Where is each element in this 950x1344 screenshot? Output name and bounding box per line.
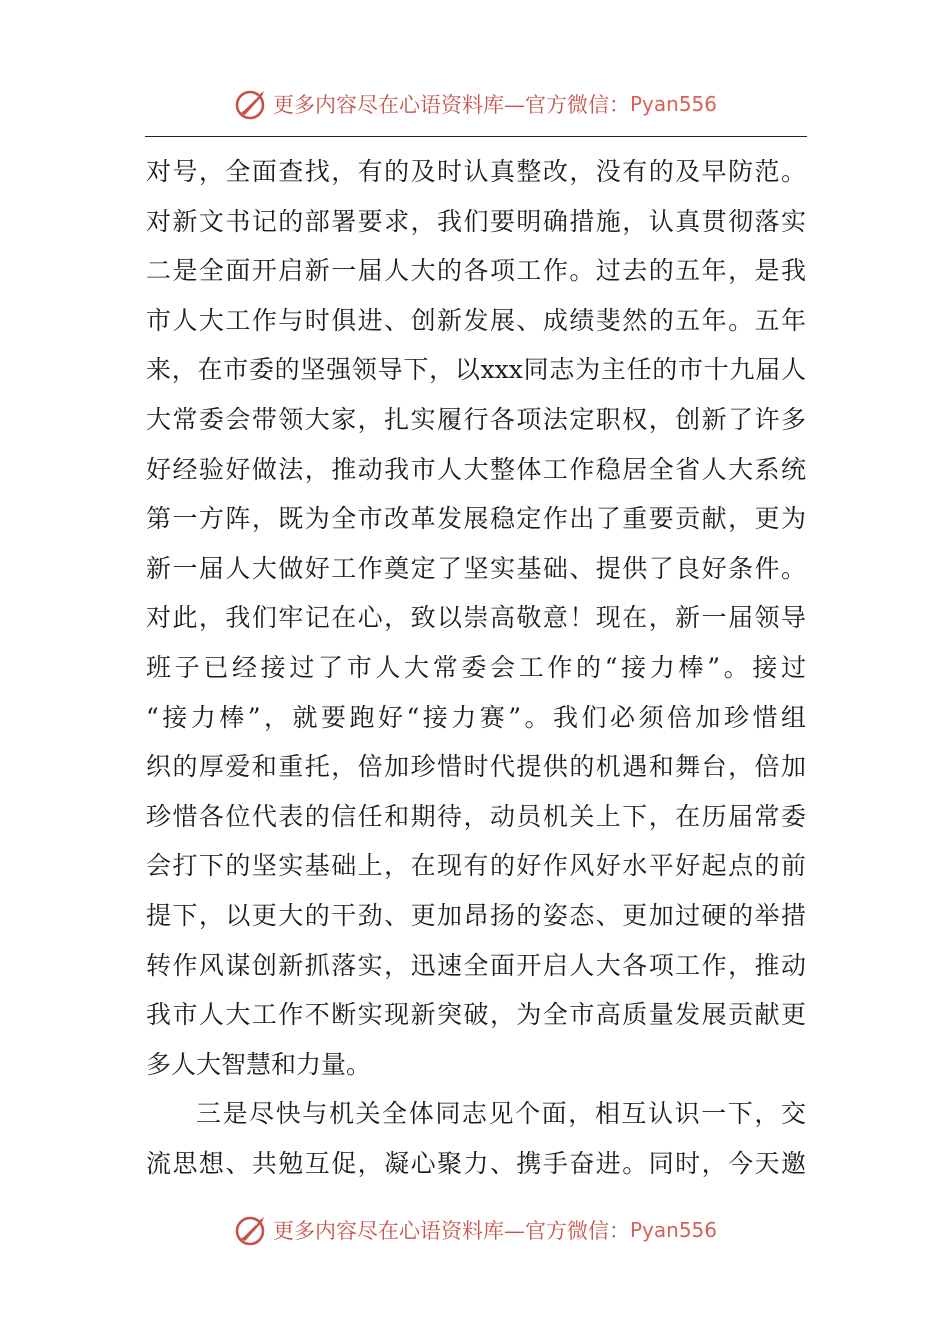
footer-brand-text: 更多内容尽在心语资料库—官方微信： xyxy=(272,1219,630,1243)
body-line: 第一方阵，既为全市改革发展稳定作出了重要贡献，更为 xyxy=(146,504,806,534)
body-line: 班子已经接过了市人大常委会工作的“接力棒”。接过 xyxy=(146,652,806,682)
body-line: 好经验好做法，推动我市人大整体工作稳居全省人大系统 xyxy=(146,454,806,484)
body-line: 珍惜各位代表的信任和期待，动员机关上下，在历届常委 xyxy=(146,801,806,831)
header-brand-text: 更多内容尽在心语资料库—官方微信： xyxy=(272,93,630,117)
body-line: 提下，以更大的干劲、更加昂扬的姿态、更加过硬的举措 xyxy=(146,900,806,930)
body-line: 对新文书记的部署要求，我们要明确措施，认真贯彻落实 xyxy=(146,206,806,236)
body-line: “接力棒”，就要跑好“接力赛”。我们必须倍加珍惜组 xyxy=(146,702,806,732)
footer-banner xyxy=(0,1208,950,1252)
body-line: 转作风谋创新抓落实，迅速全面开启人大各项工作，推动 xyxy=(146,950,806,980)
header-wechat-id: Pyan556 xyxy=(629,92,717,116)
body-line: 对号，全面查找，有的及时认真整改，没有的及早防范。 xyxy=(146,157,806,186)
header-divider xyxy=(145,136,807,137)
body-line: 会打下的坚实基础上，在现有的好作风好水平好起点的前 xyxy=(146,851,806,881)
body-line: 二是全面开启新一届人大的各项工作。过去的五年，是我 xyxy=(146,256,806,286)
document-body xyxy=(146,147,806,1188)
body-line: 对此，我们牢记在心，致以崇高敬意！现在，新一届领导 xyxy=(146,603,806,633)
body-line: 流思想、共勉互促，凝心聚力、携手奋进。同时，今天邀 xyxy=(146,1148,806,1178)
body-line: 新一届人大做好工作奠定了坚实基础、提供了良好条件。 xyxy=(146,553,806,583)
header-banner xyxy=(0,82,950,126)
body-line: 织的厚爱和重托，倍加珍惜时代提供的机遇和舞台，倍加 xyxy=(146,752,806,782)
body-line: 我市人大工作不断实现新突破，为全市高质量发展贡献更 xyxy=(146,1000,806,1030)
quill-logo-icon xyxy=(233,1212,269,1248)
body-line: 多人大智慧和力量。 xyxy=(146,1049,372,1079)
footer-wechat-id: Pyan556 xyxy=(629,1218,717,1242)
quill-logo-icon xyxy=(233,86,269,122)
body-line: 大常委会带领大家，扎实履行各项法定职权，创新了许多 xyxy=(146,404,806,434)
paragraph-start-line: 三是尽快与机关全体同志见个面，相互认识一下，交 xyxy=(196,1099,806,1129)
body-line: 市人大工作与时俱进、创新发展、成绩斐然的五年。五年 xyxy=(146,305,806,335)
body-line: 来，在市委的坚强领导下，以xxx同志为主任的市十九届人 xyxy=(146,355,806,385)
